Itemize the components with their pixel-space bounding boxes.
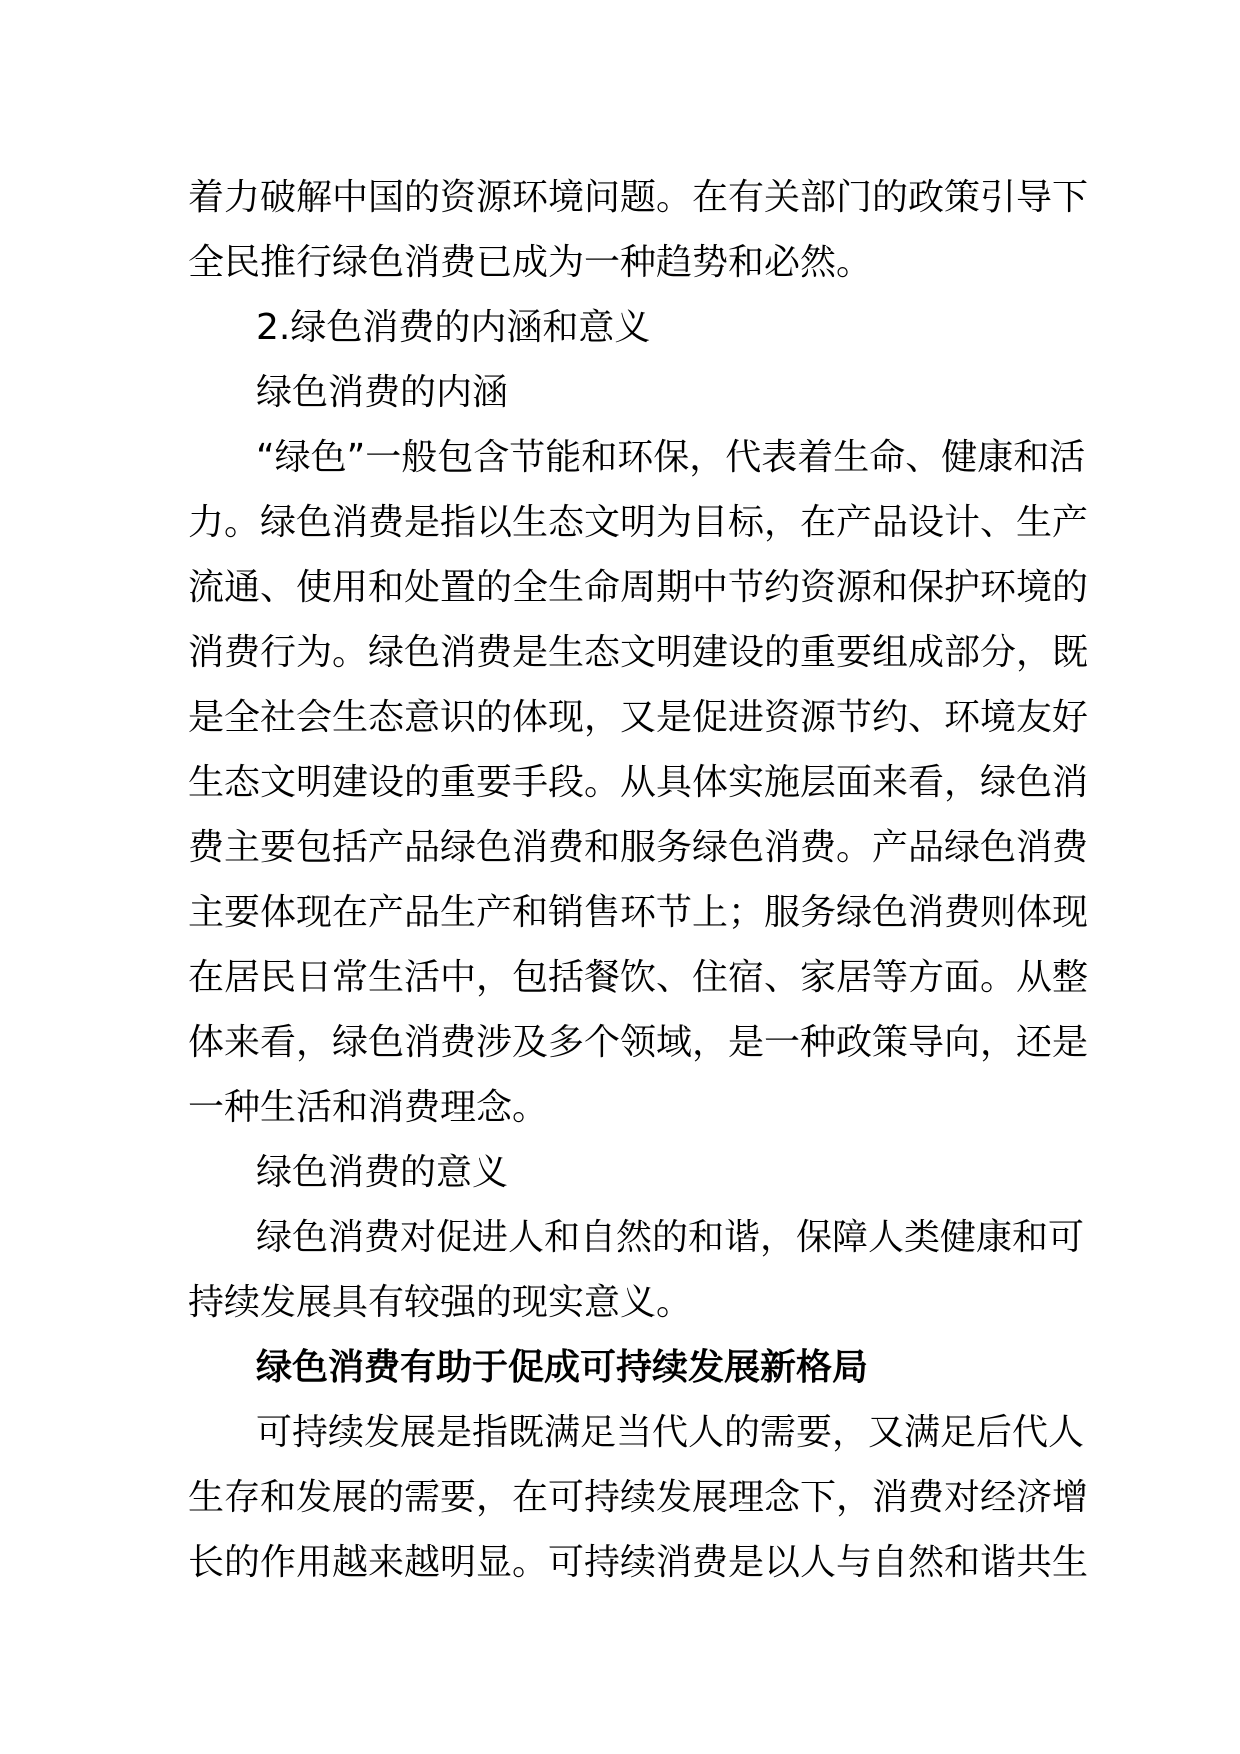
- text-line: 是全社会生态意识的体现，又是促进资源节约、环境友好: [188, 697, 1089, 738]
- paragraph-first-line: 绿色消费对促进人和自然的和谐，保障人类健康和可: [256, 1217, 1085, 1258]
- text-line: 在居民日常生活中，包括餐饮、住宿、家居等方面。从整: [188, 957, 1089, 998]
- text-line: 费主要包括产品绿色消费和服务绿色消费。产品绿色消费: [188, 827, 1089, 868]
- text-line: 生存和发展的需要，在可持续发展理念下，消费对经济增: [188, 1477, 1089, 1518]
- document-body: [188, 165, 1089, 1595]
- text-line: 流通、使用和处置的全生命周期中节约资源和保护环境的: [188, 567, 1089, 608]
- paragraph-first-line: “绿色”一般包含节能和环保，代表着生命、健康和活: [256, 437, 1086, 478]
- text-line: 体来看，绿色消费涉及多个领域，是一种政策导向，还是: [188, 1022, 1089, 1063]
- text-line: 主要体现在产品生产和销售环节上；服务绿色消费则体现: [188, 892, 1089, 933]
- text-line: 力。绿色消费是指以生态文明为目标，在产品设计、生产: [188, 502, 1089, 543]
- subsection-heading: 绿色消费的内涵: [256, 372, 509, 413]
- text-line: 生态文明建设的重要手段。从具体实施层面来看，绿色消: [188, 762, 1089, 803]
- subsection-heading: 绿色消费的意义: [256, 1152, 509, 1193]
- section-heading: 2.绿色消费的内涵和意义: [256, 307, 651, 348]
- text-line: 一种生活和消费理念。: [188, 1087, 549, 1128]
- text-line: 长的作用越来越明显。可持续消费是以人与自然和谐共生: [188, 1542, 1089, 1583]
- paragraph-first-line: 可持续发展是指既满足当代人的需要，又满足后代人: [256, 1412, 1085, 1453]
- text-line: 着力破解中国的资源环境问题。在有关部门的政策引导下: [188, 177, 1089, 218]
- text-line: 全民推行绿色消费已成为一种趋势和必然。: [188, 242, 873, 283]
- bold-heading: 绿色消费有助于促成可持续发展新格局: [256, 1347, 869, 1388]
- text-line: 持续发展具有较强的现实意义。: [188, 1282, 693, 1323]
- text-line: 消费行为。绿色消费是生态文明建设的重要组成部分，既: [188, 632, 1089, 673]
